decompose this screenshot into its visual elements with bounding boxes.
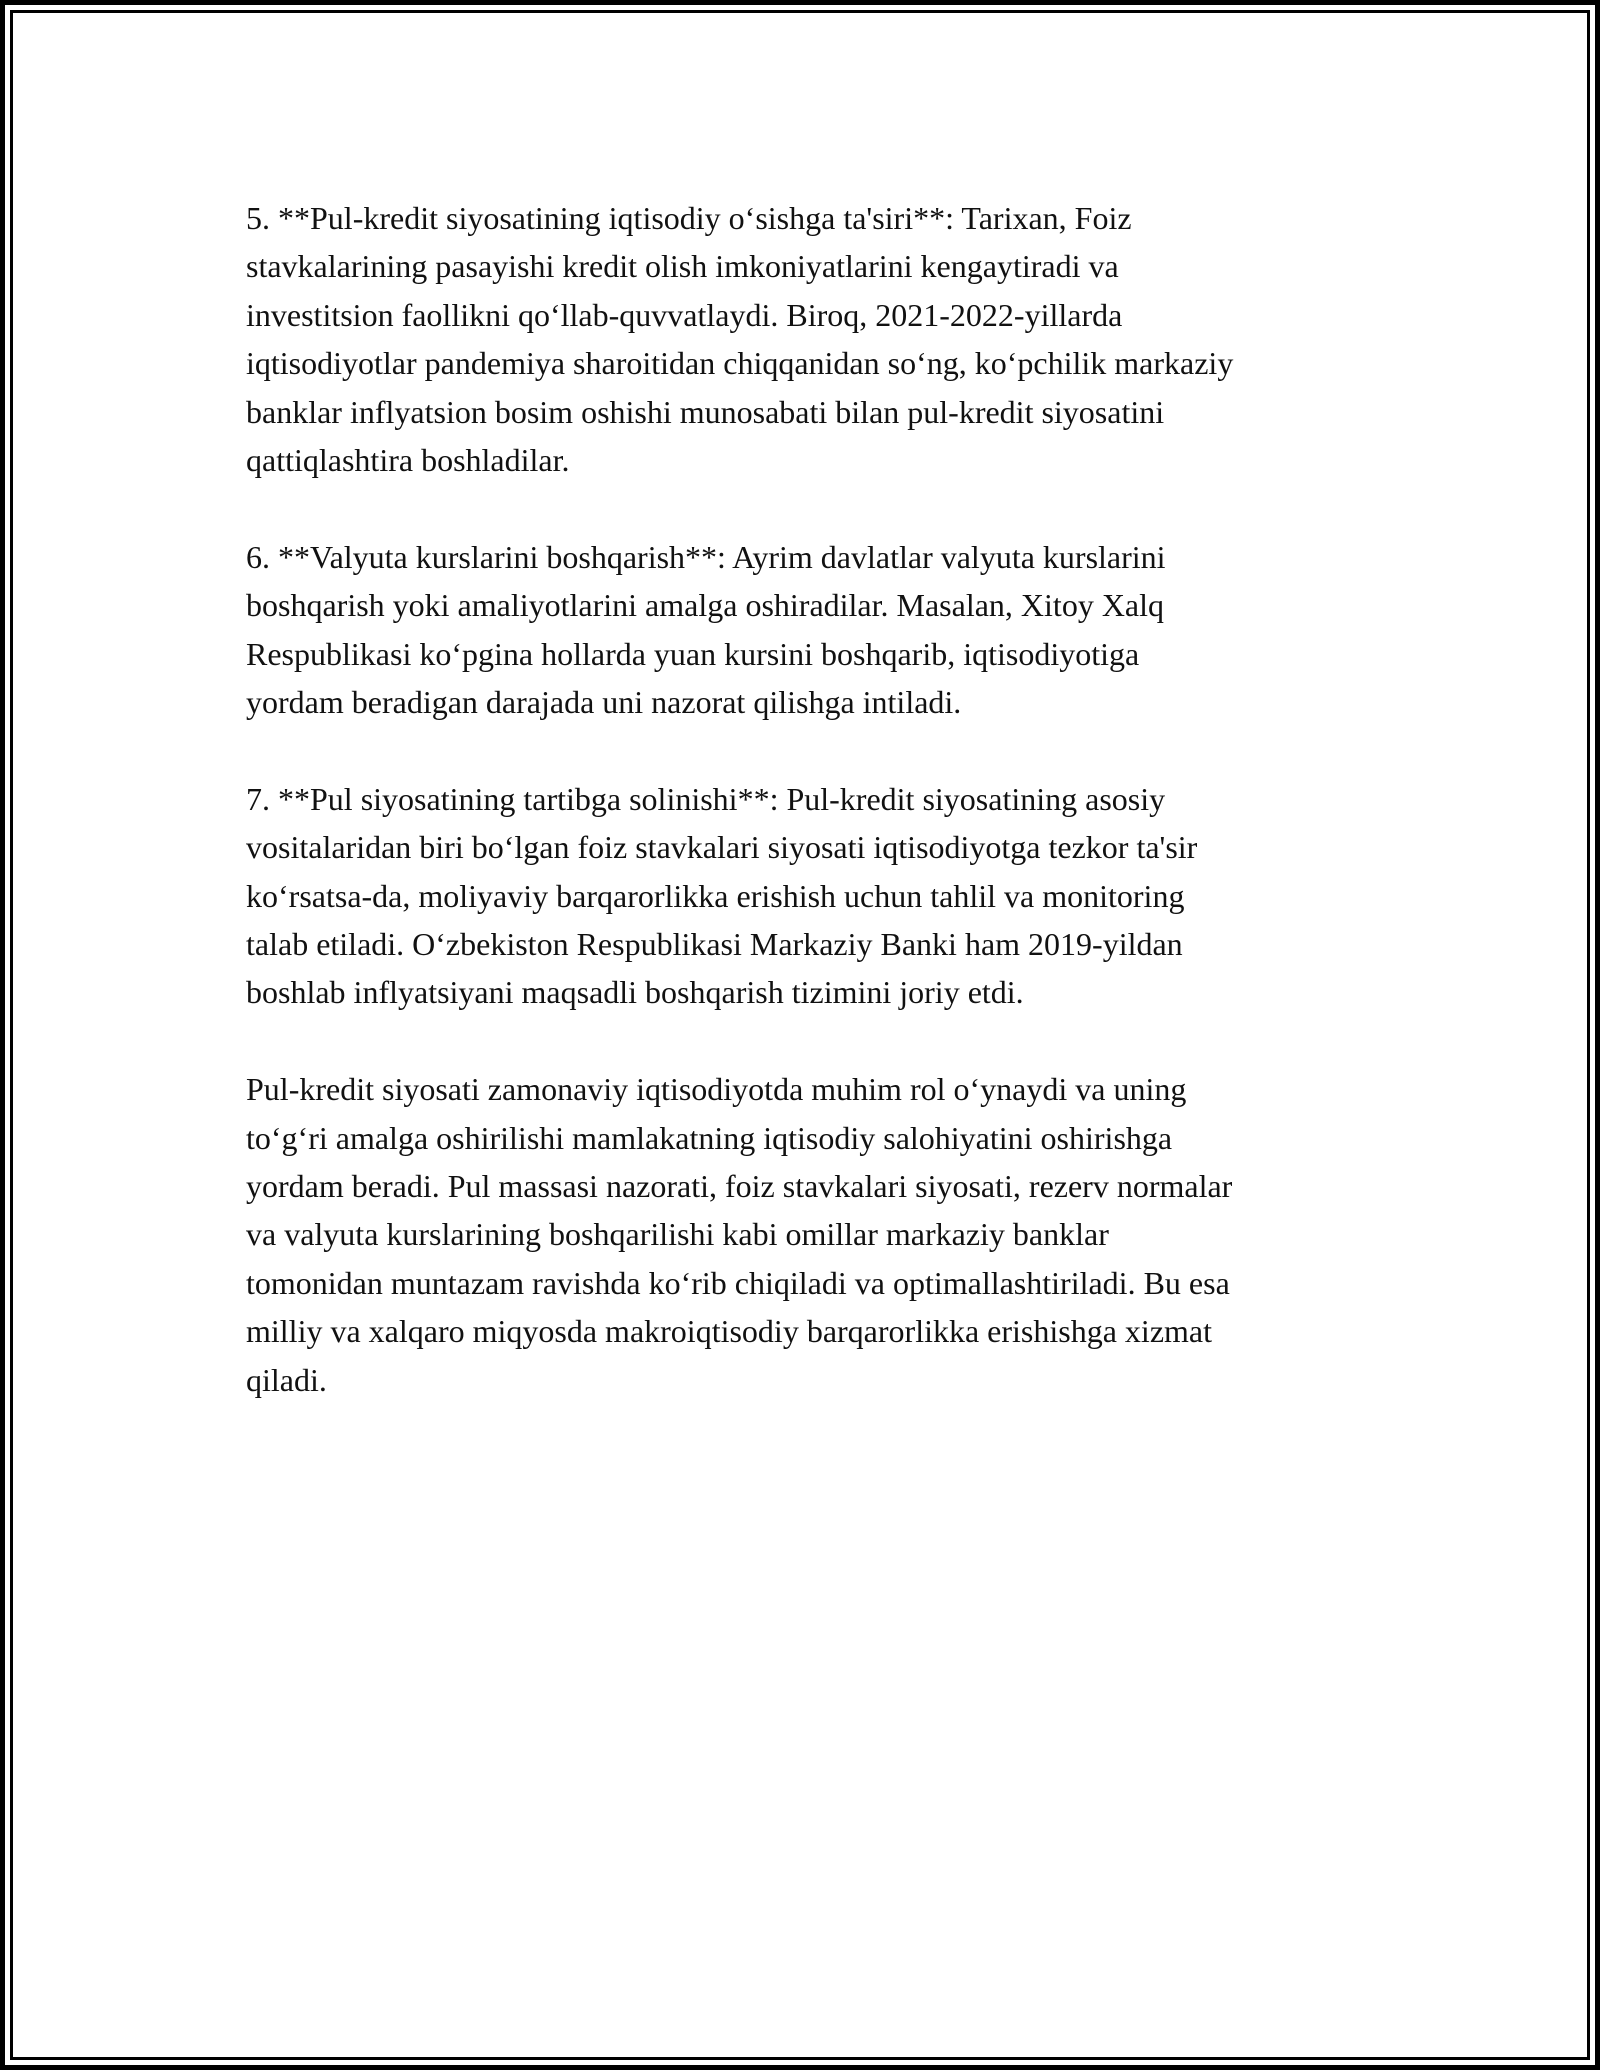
- document-body: [246, 194, 1396, 1453]
- paragraph-conclusion: Pul-kredit siyosati zamonaviy iqtisodiyotda muhim rol o‘ynaydi va uning to‘g‘ri amalga oshirilishi mamlakatning iqtisodiy salohiyatini oshirishga yordam beradi. Pul massasi nazorati, foiz stavkalari siyosati, rezerv normalar va valyuta kurslarining boshqarilishi kabi omillar markaziy banklar tomonidan muntazam ravishda ko‘rib chiqiladi va optimallashtiriladi. Bu esa milliy va xalqaro miqyosda makroiqtisodiy barqarorlikka erishishga xizmat qiladi.: [246, 1071, 1233, 1398]
- paragraph-exchange-rate-management: 6. **Valyuta kurslarini boshqarish**: Ayrim davlatlar valyuta kurslarini boshqarish yoki amaliyotlarini amalga oshiradilar. Masalan, Xitoy Xalq Respublikasi ko‘pgina hollarda yuan kursini boshqarib, iqtisodiyotiga yordam beradigan darajada uni nazorat qilishga intiladi.: [246, 538, 1166, 721]
- paragraph-monetary-policy-growth: 5. **Pul-kredit siyosatining iqtisodiy o‘sishga ta'siri**: Tarixan, Foiz stavkalarining pasayishi kredit olish imkoniyatlarini kengaytiradi va investitsion faollikni qo‘llab-quvvatlaydi. Biroq, 2021-2022-yillarda iqtisodiyotlar pandemiya sharoitidan chiqqanidan so‘ng, ko‘pchilik markaziy banklar inflyatsion bosim oshishi munosabati bilan pul-kredit siyosatini qattiqlashtira boshladilar.: [246, 200, 1234, 479]
- paragraph-monetary-policy-regulation: 7. **Pul siyosatining tartibga solinishi**: Pul-kredit siyosatining asosiy vositalaridan biri bo‘lgan foiz stavkalari siyosati iqtisodiyotga tezkor ta'sir ko‘rsatsa-da, moliyaviy barqarorlikka erishish uchun tahlil va monitoring talab etiladi. O‘zbekiston Respublikasi Markaziy Banki ham 2019-yildan boshlab inflyatsiyani maqsadli boshqarish tizimini joriy etdi.: [246, 780, 1198, 1011]
- page-inner-border: [10, 10, 1590, 2060]
